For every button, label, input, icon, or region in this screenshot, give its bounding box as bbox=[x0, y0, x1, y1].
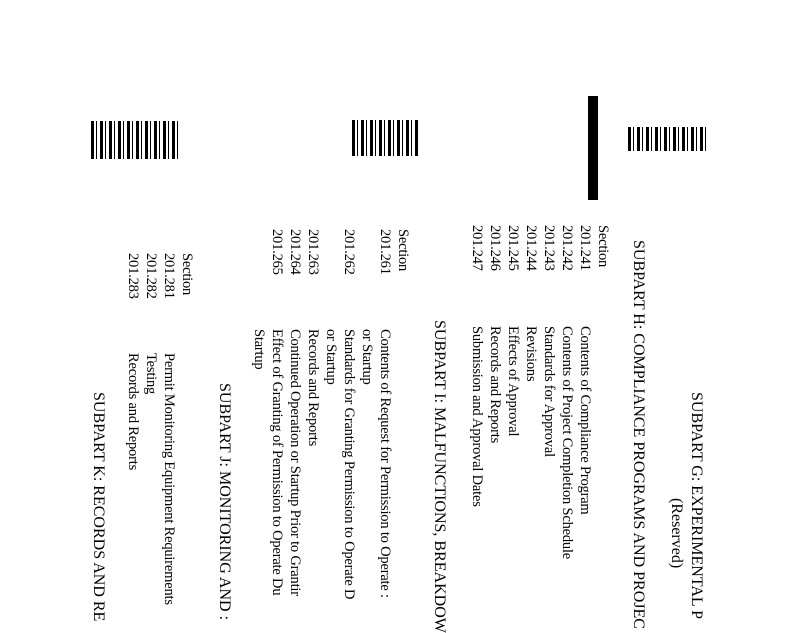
section-title: Permit Monitoring Equipment Requirements bbox=[161, 353, 177, 605]
section-title: Effect of Granting of Permission to Operate Du bbox=[269, 329, 285, 596]
redaction-block-3 bbox=[91, 121, 179, 159]
redaction-bar-top bbox=[588, 96, 598, 200]
section-title: Records and Reports bbox=[305, 329, 321, 447]
section-title: Contents of Compliance Program bbox=[577, 326, 593, 515]
section-title: Records and Reports bbox=[125, 353, 141, 471]
section-title: Contents of Project Completion Schedule bbox=[559, 326, 575, 560]
section-title: Contents of Request for Permission to Operate : bbox=[377, 329, 393, 598]
section-number: 201.264 bbox=[287, 229, 303, 275]
subpart-j-heading: SUBPART J: MONITORING AND : bbox=[216, 383, 233, 621]
section-title: Effects of Approval bbox=[505, 326, 521, 437]
section-title: Testing bbox=[143, 353, 159, 395]
section-title: Standards for Approval bbox=[541, 326, 557, 457]
section-number: 201.245 bbox=[505, 225, 521, 271]
section-number: 201.281 bbox=[161, 253, 177, 299]
section-number: 201.261 bbox=[377, 229, 393, 275]
section-number: 201.246 bbox=[487, 225, 503, 271]
subpart-i-heading: SUBPART I: MALFUNCTIONS, BREAKDOW bbox=[431, 320, 448, 633]
section-number: 201.282 bbox=[143, 253, 159, 299]
section-title: Continued Operation or Startup Prior to Grantir bbox=[287, 329, 303, 596]
section-title: Submission and Approval Dates bbox=[469, 326, 485, 507]
section-title: Revisions bbox=[523, 326, 539, 382]
section-number: 201.243 bbox=[541, 225, 557, 271]
subpart-k-heading: SUBPART K: RECORDS AND RE bbox=[90, 392, 107, 622]
section-number: 201.262 bbox=[341, 229, 357, 275]
subpart-j-section-label: Section bbox=[179, 253, 195, 296]
section-number: 201.265 bbox=[269, 229, 285, 275]
subpart-g-heading: SUBPART G: EXPERIMENTAL P bbox=[688, 392, 705, 619]
section-number: 201.283 bbox=[125, 253, 141, 299]
section-number: 201.247 bbox=[469, 225, 485, 271]
section-number: 201.242 bbox=[559, 225, 575, 271]
subpart-i-section-label: Section bbox=[395, 229, 411, 272]
section-title: Standards for Granting Permission to Operate D bbox=[341, 329, 357, 600]
section-number: 201.241 bbox=[577, 225, 593, 271]
section-number: 201.244 bbox=[523, 225, 539, 271]
redaction-block-1 bbox=[628, 127, 708, 151]
section-number: 201.263 bbox=[305, 229, 321, 275]
subpart-h-section-label: Section bbox=[595, 225, 611, 268]
section-title-continued: Startup bbox=[251, 329, 267, 370]
subpart-g-reserved-note: (Reserved) bbox=[668, 498, 685, 569]
redaction-block-2 bbox=[352, 120, 418, 156]
section-title-continued: or Startup bbox=[323, 329, 339, 385]
section-title-continued: or Startup bbox=[359, 329, 375, 385]
subpart-h-heading: SUBPART H: COMPLIANCE PROGRAMS AND PROJEC bbox=[630, 240, 647, 629]
section-title: Records and Reports bbox=[487, 326, 503, 444]
